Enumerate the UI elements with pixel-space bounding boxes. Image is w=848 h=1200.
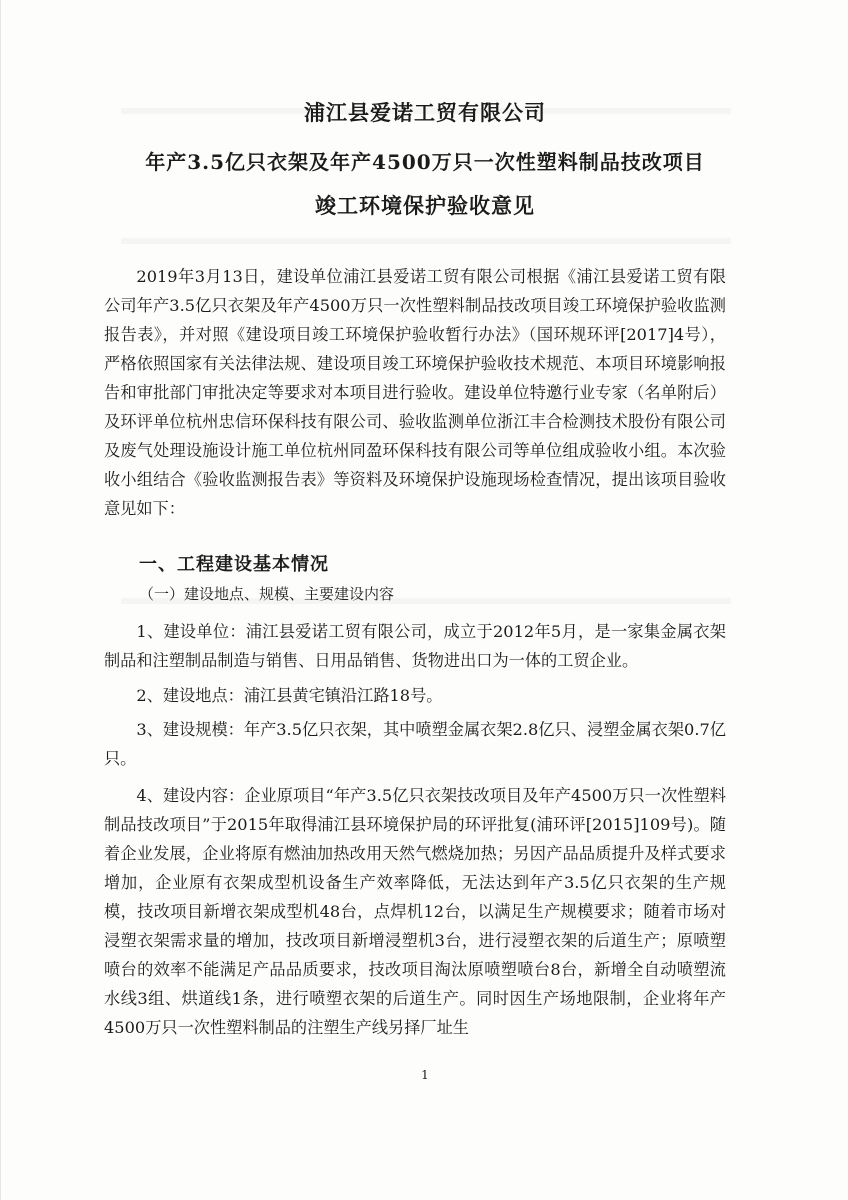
project-title: 年产3.5亿只衣架及年产4500万只一次性塑料制品技改项目: [145, 150, 705, 174]
item-construction-scale: 3、建设规模：年产3.5亿只衣架，其中喷塑金属衣架2.8亿只、浸塑金属衣架0.7亿只。: [104, 720, 726, 768]
company-title: 浦江县爱诺工贸有限公司: [304, 100, 546, 125]
item-construction-unit: 1、建设单位：浦江县爱诺工贸有限公司，成立于2012年5月，是一家集金属衣架制品和注塑制品制造与销售、日用品销售、货物进出口为一体的工贸企业。: [104, 622, 726, 670]
intro-paragraph: 2019年3月13日，建设单位浦江县爱诺工贸有限公司根据《浦江县爱诺工贸有限公司年产3.5亿只衣架及年产4500万只一次性塑料制品技改项目竣工环境保护验收监测报告表》，并对照《建设项目竣工环境保护验收暂行办法》（国环规环评[2017]4号），严格依照国家有关法律法规、建设项目竣工环境保护验收技术规范、本项目环境影响报告和审批部门审批决定等要求对本项目进行验收。建设单位特邀行业专家（名单附后）及环评单位杭州忠信环保科技有限公司、验收监测单位浙江丰合检测技术股份有限公司及废气处理设施设计施工单位杭州同盈环保科技有限公司等单位组成验收小组。本次验收小组结合《验收监测报告表》等资料及环境保护设施现场检查情况，提出该项目验收意见如下：: [104, 267, 726, 518]
section-heading: 一、工程建设基本情况: [139, 554, 329, 575]
item-construction-content: 4、建设内容：企业原项目“年产3.5亿只衣架技改项目及年产4500万只一次性塑料制品技改项目”于2015年取得浦江县环境保护局的环评批复(浦环评[2015]109号)。随着企业发展，企业将原有燃油加热改用天然气燃烧加热；另因产品品质提升及样式要求增加，企业原有衣架成型机设备生产效率降低，无法达到年产3.5亿只衣架的生产规模，技改项目新增衣架成型机48台，点焊机12台，以满足生产规模要求；随着市场对浸塑衣架需求量的增加，技改项目新增浸塑机3台，进行浸塑衣架的后道生产；原喷塑喷台的效率不能满足产品品质要求，技改项目淘汰原喷塑喷台8台，新增全自动喷塑流水线3组、烘道线1条，进行喷塑衣架的后道生产。同时因生产场地限制，企业将年产4500万只一次性塑料制品的注塑生产线另择厂址生: [104, 786, 726, 1037]
document-title: 竣工环境保护验收意见: [315, 193, 535, 218]
page-number: 1: [421, 1068, 429, 1082]
bleed-through-line: [121, 238, 731, 244]
item-construction-site: 2、建设地点：浦江县黄宅镇沿江路18号。: [136, 686, 443, 705]
subsection-heading: （一）建设地点、规模、主要建设内容: [139, 585, 395, 603]
